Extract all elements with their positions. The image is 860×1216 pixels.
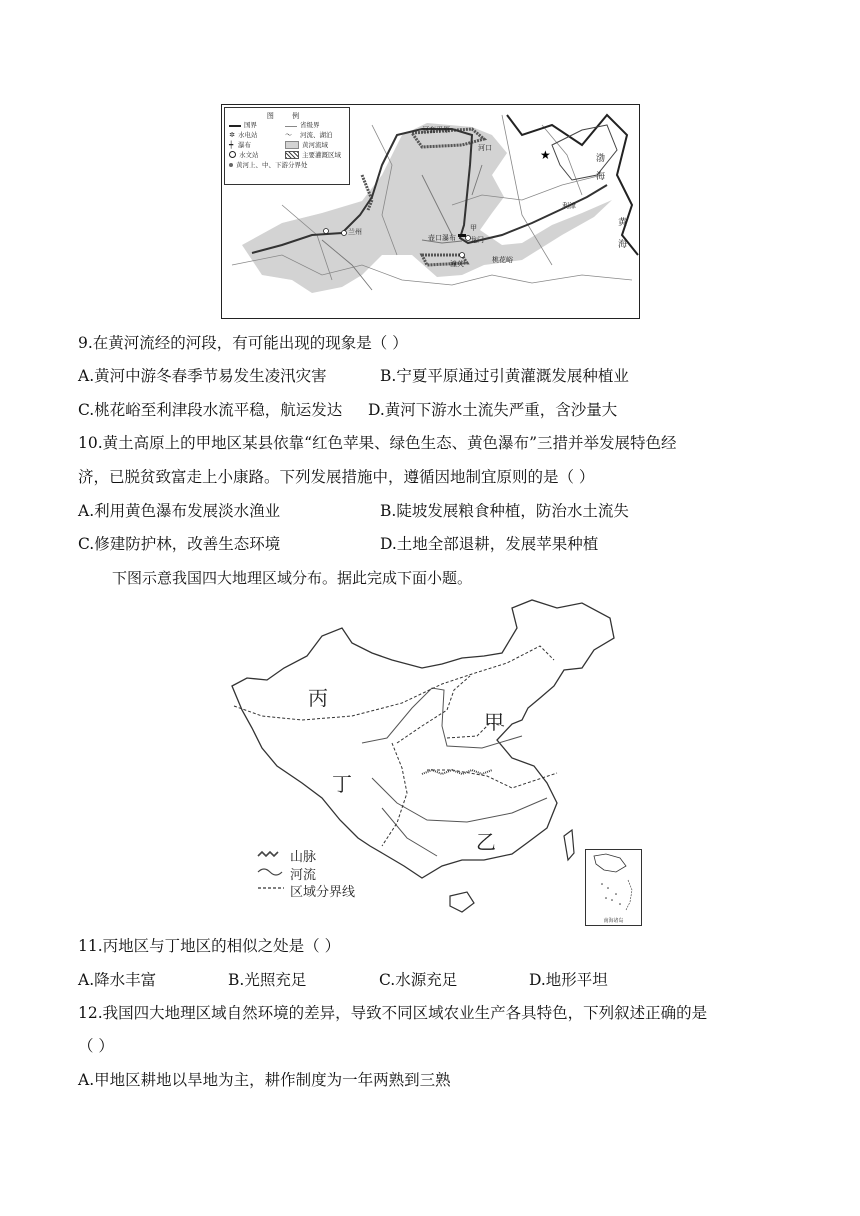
label-hukou: 壶口瀑布 xyxy=(428,234,456,242)
legend-mountain: 山脉 xyxy=(290,850,317,865)
legend-item-segment-point xyxy=(229,160,308,169)
segment-point-icon xyxy=(229,163,233,167)
q10-stem-line2: 济，已脱贫致富走上小康路。下列发展措施中，遵循因地制宜原则的是（ ） xyxy=(78,468,595,486)
waterfall-marker xyxy=(458,234,466,237)
label-lijin: 利津 xyxy=(562,202,576,210)
map2-intro: 下图示意我国四大地理区域分布。据此完成下面小题。 xyxy=(112,569,473,587)
q11-option-c: C.水源充足 xyxy=(379,971,458,989)
q12-stem-line2: （ ） xyxy=(78,1037,114,1055)
legend-item-hydrologic-station xyxy=(229,150,259,159)
irrigation-icon xyxy=(285,151,299,159)
legend-item-hydro-station xyxy=(229,130,258,139)
label-lanzhou: 兰州 xyxy=(348,228,362,236)
legend-item-basin xyxy=(285,140,328,149)
q11-option-a: A.降水丰富 xyxy=(78,971,157,989)
q11-option-b: B.光照充足 xyxy=(228,971,307,989)
label-hekou: 河口 xyxy=(478,144,492,152)
legend-title: 图 例 xyxy=(266,112,308,120)
q10-option-b: B.陡坡发展粮食种植，防治水土流失 xyxy=(380,502,629,520)
label-taohuayu: 桃花峪 xyxy=(492,256,513,264)
q10-option-a: A.利用黄色瀑布发展淡水渔业 xyxy=(78,502,281,520)
legend-label: 主要灌溉区域 xyxy=(302,151,341,159)
legend-boundary: 区域分界线 xyxy=(290,885,356,900)
legend-label: 瀑布 xyxy=(238,141,251,149)
legend-label: 河流、湖泊 xyxy=(300,131,333,139)
q10-stem-line1: 10.黄土高原上的甲地区某县依靠“红色苹果、绿色生态、黄色瀑布”三措并举发展特色经 xyxy=(78,434,677,452)
legend-label: 水文站 xyxy=(239,151,259,159)
legend-label: 黄河上、中、下游分界处 xyxy=(236,161,308,169)
south-china-sea-inset xyxy=(585,849,642,926)
legend-item-province-border xyxy=(285,120,320,129)
label-huanghai-2: 海 xyxy=(618,240,628,250)
waterfall-icon: ┿ xyxy=(229,140,234,149)
label-jia: 甲 xyxy=(470,224,477,232)
q9-option-d: D.黄河下游水土流失严重，含沙量大 xyxy=(368,401,618,419)
region-label-bing: 丙 xyxy=(308,686,328,710)
label-bohai-1: 渤 xyxy=(596,154,606,164)
map-legend xyxy=(224,107,350,185)
basin-icon xyxy=(285,141,299,149)
q10-option-d: D.土地全部退耕，发展苹果种植 xyxy=(380,535,599,553)
q10-option-c: C.修建防护林，改善生态环境 xyxy=(78,535,281,553)
province-border-icon xyxy=(285,126,297,127)
q12-option-a: A.甲地区耕地以旱地为主，耕作制度为一年两熟到三熟 xyxy=(78,1071,451,1089)
q9-option-b: B.宁夏平原通过引黄灌溉发展种植业 xyxy=(380,367,629,385)
inset-drawing xyxy=(586,850,641,925)
four-regions-map xyxy=(222,598,642,926)
legend-label: 国界 xyxy=(244,121,257,129)
label-tongguan: 潼关 xyxy=(450,260,464,268)
legend-label: 黄河流域 xyxy=(302,141,328,149)
legend-item-river-lake xyxy=(285,130,333,139)
hydro-station-marker xyxy=(324,229,329,234)
yellow-river-map xyxy=(221,104,640,319)
river-legend-icon xyxy=(258,869,282,875)
hydrologic-station-icon xyxy=(229,151,236,158)
q9-option-a: A.黄河中游冬春季节易发生凌汛灾害 xyxy=(78,367,327,385)
q11-stem: 11.丙地区与丁地区的相似之处是（ ） xyxy=(78,937,341,955)
q11-option-d: D.地形平坦 xyxy=(529,971,608,989)
label-longmen: 龙门 xyxy=(470,236,484,244)
q9-option-c: C.桃花峪至利津段水流平稳，航运发达 xyxy=(78,401,343,419)
river-lake-icon: 〜 xyxy=(285,130,292,139)
region-label-jia: 甲 xyxy=(484,710,504,734)
national-border-icon xyxy=(229,125,241,127)
legend-item-irrigation xyxy=(285,150,341,159)
legend-item-waterfall xyxy=(229,140,251,149)
legend-label: 省级界 xyxy=(300,121,320,129)
region-label-ding: 丁 xyxy=(332,772,352,796)
hydro-station-icon: ✲ xyxy=(229,130,235,139)
legend-river: 河流 xyxy=(290,868,317,883)
label-hetao: 河套平原 xyxy=(422,126,450,134)
legend-label: 水电站 xyxy=(238,131,258,139)
label-bohai-2: 海 xyxy=(596,172,606,182)
label-huanghai-1: 黄 xyxy=(618,218,628,228)
station-marker xyxy=(460,253,465,258)
mountain-legend-icon xyxy=(258,852,278,856)
four-regions-map-drawing xyxy=(222,598,642,926)
q9-stem: 9.在黄河流经的河段，有可能出现的现象是（ ） xyxy=(78,334,408,352)
region-label-yi: 乙 xyxy=(476,830,496,854)
q12-stem-line1: 12.我国四大地理区域自然环境的差异，导致不同区域农业生产各具特色，下列叙述正确的是 xyxy=(78,1004,708,1022)
legend-item-national-border xyxy=(229,120,257,129)
inset-label: 南海诸岛 xyxy=(603,918,624,924)
hydro-station-marker xyxy=(342,231,347,236)
capital-star-icon: ★ xyxy=(540,148,551,162)
